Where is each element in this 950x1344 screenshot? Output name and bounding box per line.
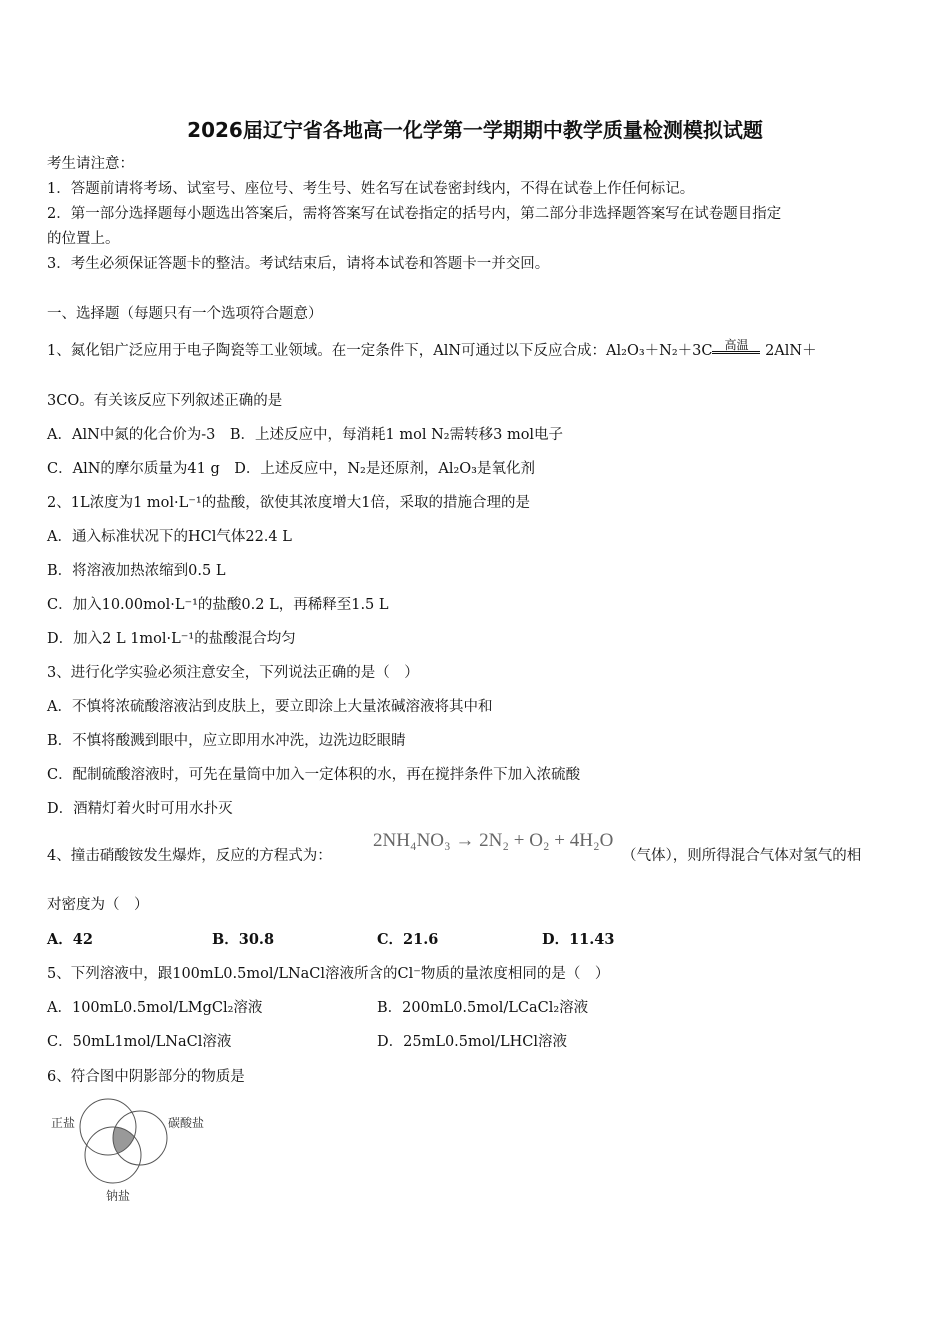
- q2-stem: 2、1L浓度为1 mol·L⁻¹的盐酸，欲使其浓度增大1倍，采取的措施合理的是: [47, 495, 530, 511]
- q3-option: D．酒精灯着火时可用水扑灭: [47, 801, 233, 817]
- reaction-condition: 高温: [712, 339, 760, 354]
- q2-option: B．将溶液加热浓缩到0.5 L: [47, 563, 226, 579]
- q3-option: A．不慎将浓硫酸溶液沾到皮肤上，要立即涂上大量浓碱溶液将其中和: [47, 699, 493, 715]
- q5-option: D．25mL0.5mol/LHCl溶液: [377, 1034, 568, 1050]
- q3-option: C．配制硫酸溶液时，可先在量筒中加入一定体积的水，再在搅拌条件下加入浓硫酸: [47, 767, 581, 783]
- venn-label: 碳酸盐: [168, 1116, 205, 1130]
- q5-option: C．50mL1mol/LNaCl溶液: [47, 1034, 232, 1050]
- q4-option: D．11.43: [542, 931, 615, 948]
- q1-stem-b: 2AlN＋: [765, 343, 817, 359]
- q4-stem-c: 对密度为（ ）: [47, 897, 149, 913]
- q4-option: A．42: [47, 931, 93, 948]
- q3-stem: 3、进行化学实验必须注意安全，下列说法正确的是（ ）: [47, 665, 419, 681]
- q2-option: A．通入标准状况下的HCl气体22.4 L: [47, 529, 292, 545]
- q4-equation: 2NH₄NO₃ → 2N₂ + O₂ + 4H₂O: [373, 830, 614, 851]
- notice-item: 3．考生必须保证答题卡的整洁。考试结束后，请将本试卷和答题卡一并交回。: [47, 256, 550, 272]
- venn-label: 钠盐: [106, 1189, 131, 1203]
- section-heading: 一、选择题（每题只有一个选项符合题意）: [47, 306, 323, 322]
- q2-option: C．加入10.00mol·L⁻¹的盐酸0.2 L，再稀释至1.5 L: [47, 597, 389, 613]
- q5-option: A．100mL0.5mol/LMgCl₂溶液: [47, 1000, 263, 1016]
- q3-option: B．不慎将酸溅到眼中，应立即用水冲洗，边洗边眨眼睛: [47, 733, 406, 749]
- q1-stem-a: 1、氮化铝广泛应用于电子陶瓷等工业领域。在一定条件下，AlN可通过以下反应合成：Al₂O₃＋N₂＋3C: [47, 343, 713, 359]
- q6-stem: 6、符合图中阴影部分的物质是: [47, 1069, 245, 1085]
- notice-heading: 考生请注意：: [47, 156, 134, 172]
- notice-item: 1．答题前请将考场、试室号、座位号、考生号、姓名写在试卷密封线内，不得在试卷上作任何标记。: [47, 181, 695, 197]
- q4-option: B．30.8: [212, 931, 275, 948]
- page-title: 2026届辽宁省各地高一化学第一学期期中教学质量检测模拟试题: [187, 118, 763, 142]
- notice-item: 的位置上。: [47, 231, 120, 247]
- q5-option: B．200mL0.5mol/LCaCl₂溶液: [377, 1000, 589, 1016]
- venn-label: 正盐: [51, 1116, 76, 1130]
- q1-stem-c: 3CO。有关该反应下列叙述正确的是: [47, 393, 283, 409]
- q5-stem: 5、下列溶液中，跟100mL0.5mol/LNaCl溶液所含的Cl⁻物质的量浓度相同的是（ ）: [47, 966, 610, 982]
- q4-stem-b: （气体），则所得混合气体对氢气的相: [622, 848, 862, 864]
- q4-option: C．21.6: [377, 931, 439, 948]
- q1-options-ab: A．AlN中氮的化合价为-3 B．上述反应中，每消耗1 mol N₂需转移3 mol电子: [47, 427, 564, 443]
- q4-stem-a: 4、撞击硝酸铵发生爆炸，反应的方程式为：: [47, 848, 332, 864]
- q1-options-cd: C．AlN的摩尔质量为41 g D．上述反应中，N₂是还原剂，Al₂O₃是氧化剂: [47, 461, 535, 477]
- notice-item: 2．第一部分选择题每小题选出答案后，需将答案写在试卷指定的括号内，第二部分非选择题答案写在试卷题目指定: [47, 206, 782, 222]
- q2-option: D．加入2 L 1mol·L⁻¹的盐酸混合均匀: [47, 631, 296, 647]
